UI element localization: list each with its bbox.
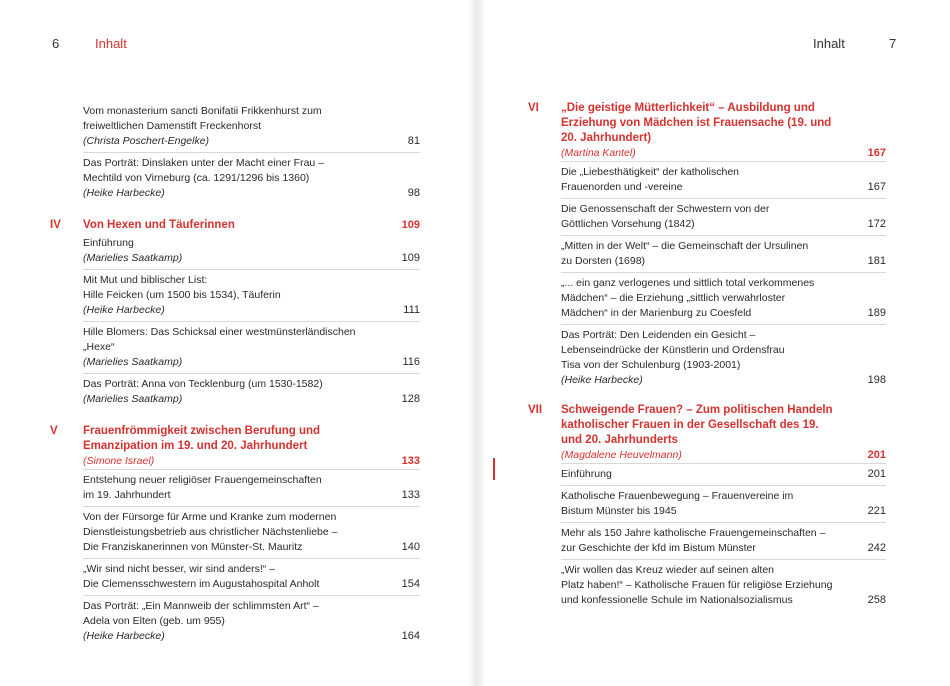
toc-entry[interactable] <box>83 152 420 204</box>
section-number: V <box>50 425 58 437</box>
toc-entry[interactable] <box>561 235 886 272</box>
left-page <box>0 0 470 686</box>
section-page: 133 <box>401 455 420 467</box>
entry-line: Mehr als 150 Jahre katholische Frauengemeinschaften – <box>561 527 826 539</box>
entry-page: 242 <box>867 542 886 554</box>
entry-line: Frauenorden und -vereine <box>561 181 683 193</box>
toc-entry[interactable] <box>561 485 886 522</box>
entry-line: zur Geschichte der kfd im Bistum Münster <box>561 542 756 554</box>
entry-line: „Wir wollen das Kreuz wieder auf seinen alten <box>561 564 775 576</box>
entry-author: (Marielies Saatkamp) <box>83 252 183 264</box>
entry-page: 154 <box>401 578 420 590</box>
entry-line: Lebenseindrücke der Künstlerin und Ordensfrau <box>561 344 785 356</box>
entry-line: Platz haben!“ – Katholische Frauen für religiöse Erziehung <box>561 579 833 591</box>
section-heading[interactable] <box>50 424 420 469</box>
entry-line: und konfessionelle Schule im Nationalsozialismus <box>561 594 793 606</box>
left-page-number: 6 <box>52 36 60 51</box>
toc-entry[interactable] <box>561 272 886 324</box>
entry-page: 181 <box>867 255 886 267</box>
entry-author: (Heike Harbecke) <box>83 187 165 199</box>
entry-line: Von der Fürsorge für Arme und Kranke zum modernen <box>83 511 337 523</box>
entry-author: (Heike Harbecke) <box>83 304 165 316</box>
right-running-head: Inhalt <box>813 36 845 51</box>
entry-line: Hille Blomers: Das Schicksal einer westmünsterländischen <box>83 326 356 338</box>
entry-line: „Mitten in der Welt“ – die Gemeinschaft der Ursulinen <box>561 240 809 252</box>
entry-page: 172 <box>867 218 886 230</box>
entry-line: Dienstleistungsbetrieb aus christlicher Nächstenliebe – <box>83 526 338 538</box>
entry-line: „Wir sind nicht besser, wir sind anders!“ – <box>83 563 275 575</box>
entry-page: 116 <box>402 356 420 368</box>
entry-line: Göttlichen Vorsehung (1842) <box>561 218 695 230</box>
entry-line: Hille Feicken (um 1500 bis 1534), Täuferin <box>83 289 281 301</box>
entry-line: Bistum Münster bis 1945 <box>561 505 677 517</box>
toc-entry[interactable] <box>83 269 420 321</box>
entry-line: Tisa von der Schulenburg (1903-2001) <box>561 359 741 371</box>
toc-entry[interactable] <box>561 559 886 611</box>
entry-page: 109 <box>401 252 420 264</box>
entry-line: „Hexe“ <box>83 341 115 353</box>
entry-page: 164 <box>401 630 420 642</box>
entry-page: 140 <box>401 541 420 553</box>
toc-entry[interactable] <box>83 321 420 373</box>
toc-entry[interactable] <box>83 595 420 647</box>
left-running-head: Inhalt <box>95 36 127 51</box>
section-author: (Magdalene Heuvelmann) <box>561 449 682 461</box>
entry-page: 221 <box>867 505 886 517</box>
entry-line: Mädchen“ in der Marienburg zu Coesfeld <box>561 307 752 319</box>
left-toc <box>50 101 420 647</box>
toc-entry[interactable] <box>561 161 886 198</box>
entry-line: Mädchen“ – die Erziehung „sittlich verwahrloster <box>561 292 786 304</box>
entry-author: (Heike Harbecke) <box>561 374 643 386</box>
entry-page: 201 <box>867 468 886 480</box>
toc-entry[interactable] <box>561 463 886 485</box>
entry-line: Die Franziskanerinnen von Münster-St. Mauritz <box>83 541 303 553</box>
entry-page: 133 <box>401 489 420 501</box>
section-number: VI <box>528 102 539 114</box>
entry-page: 189 <box>867 307 886 319</box>
toc-entry[interactable] <box>83 506 420 558</box>
entry-line: zu Dorsten (1698) <box>561 255 646 267</box>
entry-line: im 19. Jahrhundert <box>83 489 171 501</box>
toc-entry[interactable] <box>83 233 420 269</box>
entry-line: Die „Liebesthätigkeit“ der katholischen <box>561 166 740 178</box>
entry-author: (Marielies Saatkamp) <box>83 393 183 405</box>
entry-page: 198 <box>867 374 886 386</box>
entry-line: Einführung <box>561 468 612 480</box>
section-heading[interactable] <box>528 403 886 463</box>
entry-page: 258 <box>867 594 886 606</box>
entry-author: (Heike Harbecke) <box>83 630 165 642</box>
toc-entry[interactable] <box>83 469 420 506</box>
section-title: Von Hexen und Täuferinnen <box>83 219 235 231</box>
section-page: 109 <box>401 219 420 231</box>
right-page-number: 7 <box>889 36 897 51</box>
entry-author: (Christa Poschert-Engelke) <box>83 135 210 147</box>
section-heading[interactable] <box>50 218 420 233</box>
section-title: Schweigende Frauen? – Zum politischen Handeln katholischer Frauen in der Gesellschaft des 19. und 20. Jahrhunderts <box>561 404 833 446</box>
entry-line: Mechtild von Virneburg (ca. 1291/1296 bis 1360) <box>83 172 310 184</box>
entry-line: Entstehung neuer religiöser Frauengemeinschaften <box>83 474 322 486</box>
entry-line: „... ein ganz verlogenes und sittlich total verkommenes <box>561 277 815 289</box>
toc-entry[interactable] <box>561 198 886 235</box>
section-number: IV <box>50 219 61 231</box>
section-heading[interactable] <box>528 101 886 161</box>
section-title: „Die geistige Mütterlichkeit“ – Ausbildung und Erziehung von Mädchen ist Frauensache (19. und 20. Jahrhundert) <box>561 102 832 144</box>
entry-line: Das Porträt: „Ein Mannweib der schlimmsten Art“ – <box>83 600 319 612</box>
intro-entries <box>50 101 420 204</box>
entry-line: Die Clemensschwestern im Augustahospital Anholt <box>83 578 320 590</box>
entry-author: (Marielies Saatkamp) <box>83 356 183 368</box>
section-page: 167 <box>867 147 886 159</box>
section-author: (Martina Kantel) <box>561 147 636 159</box>
entry-line: Katholische Frauenbewegung – Frauenvereine im <box>561 490 794 502</box>
toc-entry[interactable] <box>83 101 420 152</box>
entry-line: Das Porträt: Anna von Tecklenburg (um 1530-1582) <box>83 378 323 390</box>
right-toc <box>528 101 886 611</box>
toc-entry[interactable] <box>561 522 886 559</box>
toc-entry[interactable] <box>83 373 420 410</box>
section-author: (Simone Israel) <box>83 455 155 467</box>
entry-line: Adela von Elten (geb. um 955) <box>83 615 225 627</box>
toc-entry[interactable] <box>561 324 886 391</box>
entry-line: freiweltlichen Damenstift Freckenhorst <box>83 120 261 132</box>
entry-page: 81 <box>407 135 420 147</box>
entry-line: Vom monasterium sancti Bonifatii Frikkenhurst zum <box>83 105 322 117</box>
entry-line: Mit Mut und biblischer List: <box>83 274 208 286</box>
section-title: Frauenfrömmigkeit zwischen Berufung und Emanzipation im 19. und 20. Jahrhundert <box>83 425 321 452</box>
entry-line: Einführung <box>83 237 134 249</box>
entry-page: 111 <box>403 304 420 316</box>
entry-line: Das Porträt: Den Leidenden ein Gesicht – <box>561 329 756 341</box>
entry-line: Das Porträt: Dinslaken unter der Macht einer Frau – <box>83 157 325 169</box>
entry-page: 128 <box>401 393 420 405</box>
entry-line: Die Genossenschaft der Schwestern von der <box>561 203 770 215</box>
entry-page: 167 <box>867 181 886 193</box>
section-number: VII <box>528 404 543 416</box>
entry-page: 98 <box>407 187 420 199</box>
toc-entry[interactable] <box>83 558 420 595</box>
section-page: 201 <box>867 449 886 461</box>
